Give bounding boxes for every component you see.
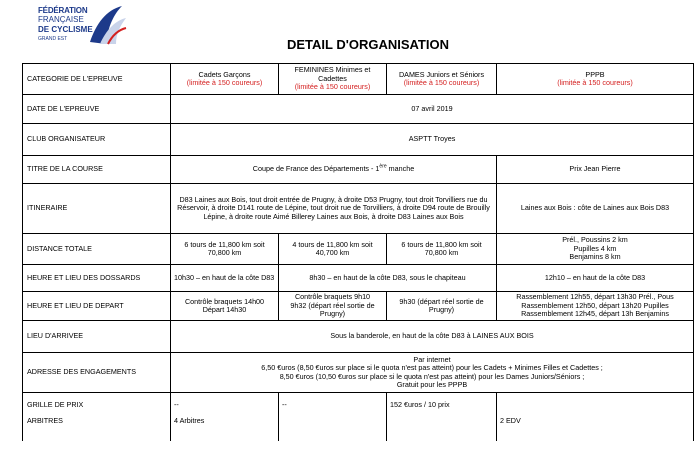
row-date xyxy=(23,95,694,124)
dossards-pppb: 12h10 – en haut de la côte D83 xyxy=(497,265,694,292)
label-grille: GRILLE DE PRIX xyxy=(23,393,171,417)
row-dossards xyxy=(23,265,694,292)
label-categorie: CATEGORIE DE L'EPREUVE xyxy=(23,64,171,95)
organisation-table xyxy=(22,63,694,441)
depart-feminines xyxy=(279,292,387,321)
cell-feminines xyxy=(279,64,387,95)
row-engagements xyxy=(23,353,694,393)
depart-pppb-1: Rassemblement 12h55, départ 13h30 Prél., Pous xyxy=(516,292,674,302)
pppb-title: PPPB xyxy=(585,69,605,79)
titre-prefix: Coupe de France des Départements - 1 xyxy=(252,164,380,174)
dames-limit: (limitée à 150 coureurs) xyxy=(403,78,480,87)
value-date: 07 avril 2019 xyxy=(171,95,694,124)
value-club: ASPTT Troyes xyxy=(171,124,694,156)
distance-feminines xyxy=(279,234,387,265)
logo-line1: FÉDÉRATION xyxy=(38,6,88,15)
distance-pppb-1: Prél., Poussins 2 km xyxy=(562,235,628,245)
label-club: CLUB ORGANISATEUR xyxy=(23,124,171,156)
titre-suffix: manche xyxy=(386,164,415,174)
logo-line4: GRAND EST xyxy=(38,36,68,42)
label-depart: HEURE ET LIEU DE DEPART xyxy=(23,292,171,321)
distance-dames xyxy=(387,234,497,265)
distance-dames-1: 6 tours de 11,800 km soit xyxy=(401,239,482,249)
depart-cadets-1: Contrôle braquets 14h00 xyxy=(184,296,265,306)
engagements-line2: 6,50 €uros (8,50 €uros sur place si le quota n'est pas atteint) pour les Cadets + Minimes Filles et Cadettes ; xyxy=(261,363,603,373)
distance-cadets-2: 70,800 km xyxy=(207,248,242,257)
feminines-limit: (limitée à 150 coureurs) xyxy=(294,82,371,92)
titre-sup: ère xyxy=(379,163,387,170)
value-titre-pppb: Prix Jean Pierre xyxy=(497,156,694,184)
grille-dames: 152 €uros / 10 prix xyxy=(387,393,497,417)
arbitres-pppb: 2 EDV xyxy=(497,417,694,441)
engagements-line3: 8,50 €uros (10,50 €uros sur place si le quota n'est pas atteint) pour les Dames Juniors/Séniors ; xyxy=(279,371,585,381)
distance-dames-2: 70,800 km xyxy=(424,248,459,257)
distance-pppb xyxy=(497,234,694,265)
label-engagements: ADRESSE DES ENGAGEMENTS xyxy=(23,353,171,393)
row-grille xyxy=(23,393,694,417)
label-date: DATE DE L'EPREUVE xyxy=(23,95,171,124)
row-depart xyxy=(23,292,694,321)
arbitres-dames xyxy=(387,417,497,441)
distance-pppb-3: Benjamins 8 km xyxy=(569,252,621,262)
value-titre xyxy=(171,156,497,184)
row-arrivee xyxy=(23,321,694,353)
logo-line3: DE CYCLISME xyxy=(38,25,93,34)
dossards-cadets: 10h30 – en haut de la côte D83 xyxy=(171,265,279,292)
engagements-line1: Par internet xyxy=(413,354,451,364)
depart-pppb-2: Rassemblement 12h50, départ 13h20 Pupilles xyxy=(521,300,669,310)
depart-cadets xyxy=(171,292,279,321)
distance-cadets xyxy=(171,234,279,265)
depart-cadets-2: Départ 14h30 xyxy=(202,305,247,314)
value-arrivee: Sous la banderole, en haut de la côte D83 à LAINES AUX BOIS xyxy=(171,321,694,353)
arbitres-cadets: 4 Arbitres xyxy=(171,417,279,441)
row-titre xyxy=(23,156,694,184)
arbitres-feminines xyxy=(279,417,387,441)
label-titre: TITRE DE LA COURSE xyxy=(23,156,171,184)
engagements-line4: Gratuit pour les PPPB xyxy=(396,379,468,389)
distance-feminines-2: 40,700 km xyxy=(315,248,350,257)
page-title: DETAIL D'ORGANISATION xyxy=(287,37,449,52)
pppb-limit: (limitée à 150 coureurs) xyxy=(557,78,633,87)
grille-cadets: -- xyxy=(171,393,279,417)
grille-pppb xyxy=(497,393,694,417)
label-itineraire: ITINERAIRE xyxy=(23,184,171,234)
depart-dames: 9h30 (départ réel sortie de Prugny) xyxy=(387,292,497,321)
feminines-title: FEMININES Minimes et Cadettes xyxy=(294,65,371,83)
logo-line2: FRANÇAISE xyxy=(38,15,84,24)
depart-pppb-3: Rassemblement 12h45, départ 13h Benjamins xyxy=(521,309,669,319)
grille-feminines: -- xyxy=(279,393,387,417)
cell-cadets xyxy=(171,64,279,95)
label-arbitres: ARBITRES xyxy=(23,417,171,441)
row-distance xyxy=(23,234,694,265)
depart-pppb xyxy=(497,292,694,321)
dames-title: DAMES Juniors et Séniors xyxy=(398,69,485,79)
row-club xyxy=(23,124,694,156)
cadets-limit: (limitée à 150 coureurs) xyxy=(186,78,263,87)
label-arrivee: LIEU D'ARRIVEE xyxy=(23,321,171,353)
depart-feminines-1: Contrôle braquets 9h10 xyxy=(294,292,371,302)
label-distance: DISTANCE TOTALE xyxy=(23,234,171,265)
distance-cadets-1: 6 tours de 11,800 km soit xyxy=(184,239,265,249)
depart-feminines-2: 9h32 (départ réel sortie de Prugny) xyxy=(290,300,375,319)
value-engagements xyxy=(171,353,694,393)
row-arbitres xyxy=(23,417,694,441)
distance-pppb-2: Pupilles 4 km xyxy=(573,243,617,253)
dossards-middle: 8h30 – en haut de la côte D83, sous le chapiteau xyxy=(279,265,497,292)
row-itineraire xyxy=(23,184,694,234)
cell-dames xyxy=(387,64,497,95)
value-itineraire-pppb: Laines aux Bois : côte de Laines aux Bois D83 xyxy=(497,184,694,234)
value-itineraire: D83 Laines aux Bois, tout droit entrée de Prugny, à droite D53 Prugny, tout droit Torvilliers rue du Réservoir, à droite D141 route de Lépine, tout droit rue de Torvilliers, à droite D94 route de Brouilly Lépine, à droite route Aimé Billerey Laines aux Bois, à droite D83 Laines aux Bois xyxy=(171,184,497,234)
distance-feminines-1: 4 tours de 11,800 km soit xyxy=(292,239,373,249)
cell-pppb xyxy=(497,64,694,95)
label-dossards: HEURE ET LIEU DES DOSSARDS xyxy=(23,265,171,292)
cadets-title: Cadets Garçons xyxy=(198,69,251,79)
row-categorie xyxy=(23,64,694,95)
